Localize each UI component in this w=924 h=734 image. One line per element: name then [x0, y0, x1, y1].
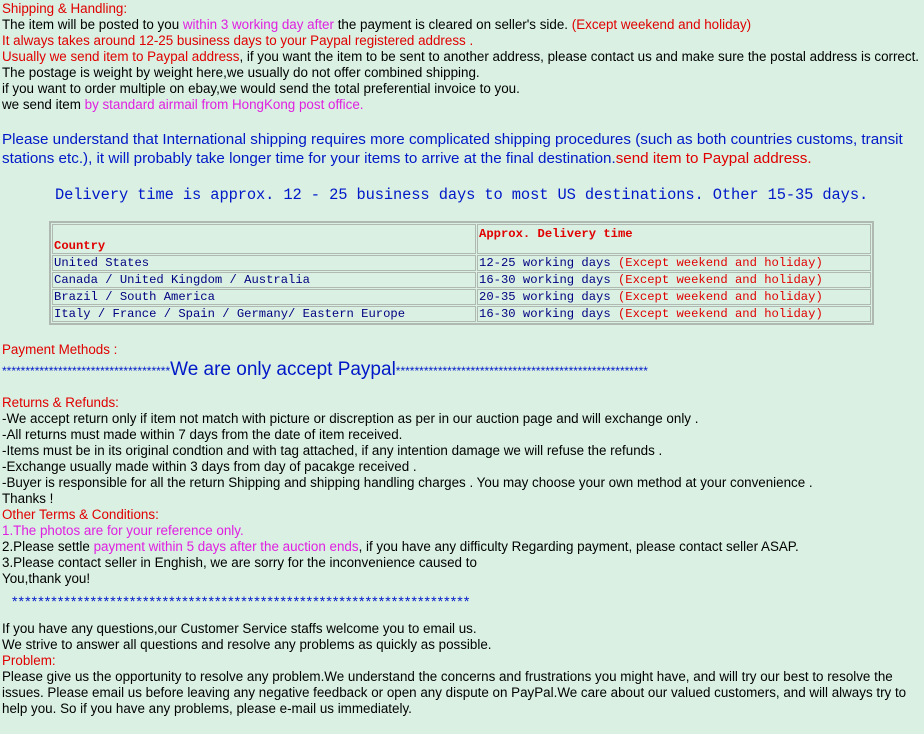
- payment-section: [2, 342, 924, 382]
- shipping-method: by standard airmail from HongKong post office.: [84, 97, 364, 112]
- delivery-time-cell: 16-30 working days (Except weekend and holiday): [477, 306, 871, 322]
- country-cell: Brazil / South America: [52, 289, 476, 305]
- term-photos: 1.The photos are for your reference only.: [2, 523, 244, 539]
- list-item: Thanks !: [2, 491, 54, 507]
- table-row: [52, 306, 871, 322]
- shipping-line-address: Usually we send item to Paypal address, if you want the item to be sent to another address, please contact us and make sure the postal address is correct.: [2, 49, 920, 64]
- delivery-time-note: Delivery time is approx. 12 - 25 business days to most US destinations. Other 15-35 days.: [55, 186, 869, 204]
- delivery-time-table: [49, 221, 874, 325]
- shipping-line-duration: It always takes around 12-25 business days to your Paypal registered address .: [2, 33, 474, 48]
- terms-heading: Other Terms & Conditions:: [2, 507, 159, 523]
- shipping-line-method: we send item by standard airmail from HongKong post office.: [2, 97, 364, 112]
- list-item: -Items must be in its original condtion and with tag attached, if any intention damage we will refuse the refunds .: [2, 443, 663, 459]
- stars-divider: **********************************************************************: [12, 593, 471, 610]
- term-payment: 2.Please settle payment within 5 days after the auction ends, if you have any difficulty Regarding payment, please contact seller ASAP.: [2, 539, 799, 555]
- posting-window: within 3 working day after: [182, 17, 334, 32]
- payment-heading: Payment Methods :: [2, 342, 118, 357]
- column-header-delivery-time: Approx. Delivery time: [477, 224, 871, 254]
- paypal-only-headline: We are only accept Paypal: [170, 359, 396, 380]
- payment-banner: ************************************We are only accept Paypal******************************************************: [2, 359, 648, 380]
- table-row: [52, 255, 871, 271]
- delivery-time-cell: 16-30 working days (Except weekend and holiday): [477, 272, 871, 288]
- country-cell: United States: [52, 255, 476, 271]
- returns-heading: Returns & Refunds:: [2, 395, 119, 411]
- problem-text: Please give us the opportunity to resolve any problem.We understand the concerns and frustrations you might have, and will try our best to resolve the issues. Please email us before leaving any negative feedback or open any dispute on PayPal.We care about our valued customers, and will always try to help you. So if you have any problems, please e-mail us immediately.: [2, 669, 907, 717]
- table-header-row: [52, 224, 871, 254]
- problem-section: [2, 653, 924, 717]
- term-thanks: You,thank you!: [2, 571, 91, 587]
- contact-line: We strive to answer all questions and resolve any problems as quickly as possible.: [2, 637, 492, 653]
- shipping-line-multiple: if you want to order multiple on ebay,we would send the total preferential invoice to you.: [2, 81, 520, 96]
- table-row: [52, 289, 871, 305]
- column-header-country: Country: [52, 224, 476, 254]
- shipping-heading: Shipping & Handling:: [2, 1, 128, 16]
- contact-section: [2, 621, 924, 653]
- list-item: -All returns must made within 7 days from the date of item received.: [2, 427, 403, 443]
- list-item: -Exchange usually made within 3 days from day of pacakge received .: [2, 459, 417, 475]
- payment-deadline: payment within 5 days after the auction ends: [93, 539, 359, 555]
- delivery-time-cell: 20-35 working days (Except weekend and holiday): [477, 289, 871, 305]
- list-item: -Buyer is responsible for all the return Shipping and shipping handling charges . You may choose your own method at your convenience .: [2, 475, 813, 491]
- term-language: 3.Please contact seller in Enghish, we are sorry for the inconvenience caused to: [2, 555, 477, 571]
- country-cell: Italy / France / Spain / Germany/ Eastern Europe: [52, 306, 476, 322]
- shipping-line-postage: The postage is weight by weight here,we usually do not offer combined shipping.: [2, 65, 480, 80]
- shipping-section: [2, 0, 924, 113]
- international-shipping-notice: Please understand that International shipping requires more complicated shipping procedures (such as both countries customs, transit stations etc.), it will probably take longer time for your items to arrive at the final destination.send item to Paypal address.: [2, 131, 903, 167]
- list-item: -We accept return only if item not match with picture or discreption as per in our auction page and will exchange only .: [2, 411, 699, 427]
- country-cell: Canada / United Kingdom / Australia: [52, 272, 476, 288]
- terms-section: [2, 507, 924, 611]
- shipping-line-posting: The item will be posted to you within 3 working day after the payment is cleared on seller's side. (Except weekend and holiday): [2, 17, 752, 32]
- problem-heading: Problem:: [2, 653, 56, 669]
- table-row: [52, 272, 871, 288]
- contact-line: If you have any questions,our Customer Service staffs welcome you to email us.: [2, 621, 477, 637]
- weekend-note: (Except weekend and holiday): [571, 17, 752, 32]
- returns-section: [2, 395, 924, 507]
- delivery-time-cell: 12-25 working days (Except weekend and holiday): [477, 255, 871, 271]
